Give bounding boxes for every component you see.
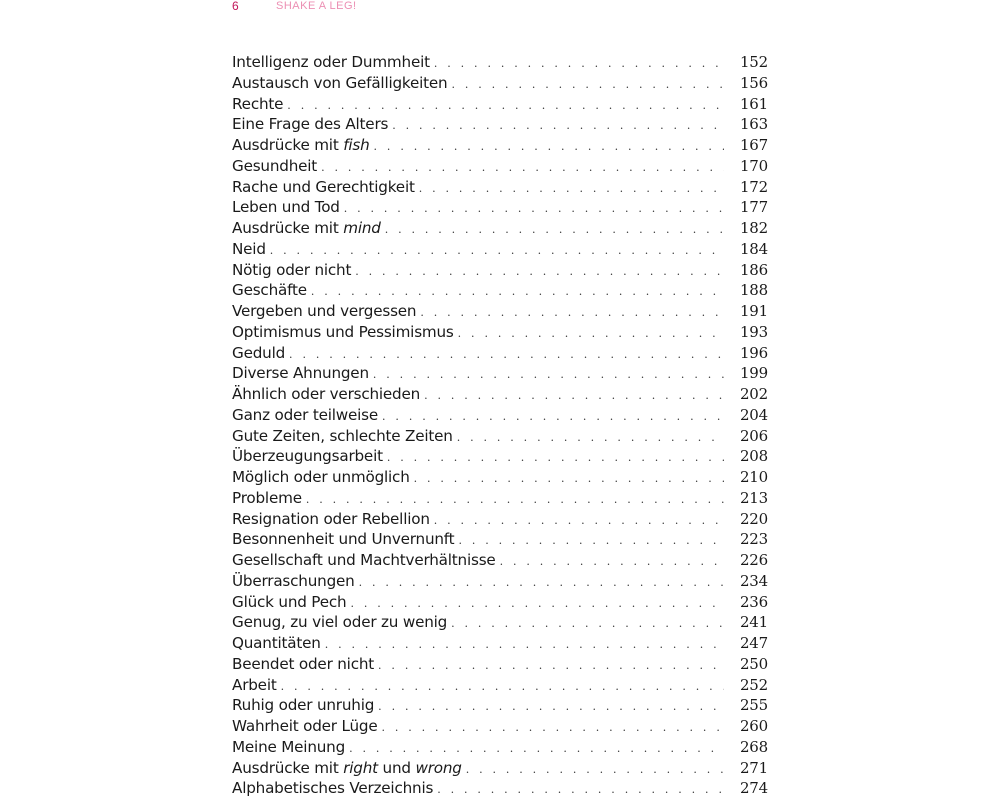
toc-entry[interactable]: [232, 157, 768, 178]
toc-entry-title: [232, 613, 451, 631]
toc-entry-page-number: 186: [739, 260, 768, 279]
toc-entry-title-prefix: Ausdrücke mit: [232, 758, 344, 777]
dot-leader: [458, 328, 724, 339]
toc-entry-title: [232, 427, 457, 445]
toc-entry-page-number: 196: [739, 343, 768, 362]
toc-entry[interactable]: [232, 717, 768, 738]
dot-leader: [289, 349, 724, 360]
dot-leader: [387, 452, 724, 463]
toc-entry[interactable]: [232, 696, 768, 717]
toc-entry-title-text: Wahrheit oder Lüge: [232, 717, 378, 735]
toc-entry-title-text: Gesundheit: [232, 156, 318, 175]
toc-entry-title: [232, 572, 359, 590]
toc-entry-page-number: 199: [739, 364, 768, 383]
toc-entry-title: [232, 219, 385, 237]
toc-entry-page-number: 170: [739, 156, 768, 175]
toc-entry-page-number: 252: [739, 675, 768, 694]
toc-entry-page-number: 193: [739, 322, 768, 341]
toc-entry[interactable]: [232, 447, 768, 468]
dot-leader: [325, 639, 724, 650]
toc-entry[interactable]: [232, 178, 768, 199]
toc-entry-title: [232, 489, 306, 507]
toc-entry-title-text: Vergeben und vergessen: [232, 302, 417, 320]
dot-leader: [451, 79, 724, 90]
toc-entry-page-number: 220: [739, 509, 768, 528]
toc-entry[interactable]: [232, 406, 768, 427]
toc-entry-page-number: 208: [739, 447, 768, 466]
toc-entry-page-number: 274: [739, 779, 768, 798]
toc-entry[interactable]: [232, 779, 768, 800]
toc-entry-title: [232, 779, 437, 797]
toc-entry-title: [232, 323, 458, 341]
toc-entry[interactable]: [232, 302, 768, 323]
toc-entry-title-emphasis: wrong: [415, 758, 462, 777]
toc-entry-page-number: 184: [739, 239, 768, 258]
toc-entry-title: [232, 178, 419, 196]
dot-leader: [420, 307, 724, 318]
toc-entry-title-text: Arbeit: [232, 675, 277, 694]
toc-entry-title: [232, 136, 374, 154]
toc-entry-title-text: Nötig oder nicht: [232, 260, 352, 279]
toc-entry-title-prefix: Ausdrücke mit: [232, 219, 344, 237]
toc-entry-page-number: 188: [739, 281, 768, 300]
toc-entry-title: [232, 344, 289, 362]
toc-entry-title-text: Ruhig oder unruhig: [232, 696, 375, 715]
dot-leader: [451, 618, 724, 629]
toc-entry[interactable]: [232, 759, 768, 780]
toc-entry-page-number: 226: [739, 551, 768, 569]
toc-entry[interactable]: [232, 240, 768, 261]
toc-entry-title-text: Meine Meinung: [232, 737, 346, 756]
dot-leader: [349, 743, 724, 754]
toc-entry[interactable]: [232, 198, 768, 219]
toc-entry-title-text: Diverse Ahnungen: [232, 364, 369, 383]
dot-leader: [385, 224, 724, 235]
toc-entry-title: [232, 281, 311, 299]
toc-entry[interactable]: [232, 323, 768, 344]
dot-leader: [434, 515, 724, 526]
toc-entry-title-text: Gute Zeiten, schlechte Zeiten: [232, 426, 453, 445]
toc-entry-page-number: 172: [739, 177, 768, 196]
toc-entry-title: [232, 302, 420, 320]
toc-entry-title: [232, 655, 378, 673]
dot-leader: [373, 369, 724, 380]
toc-entry-page-number: 191: [739, 302, 768, 320]
toc-entry[interactable]: [232, 74, 768, 95]
dot-leader: [457, 432, 724, 443]
toc-entry-title: [232, 240, 270, 258]
toc-entry-title: [232, 468, 414, 486]
toc-entry[interactable]: [232, 95, 768, 116]
dot-leader: [424, 390, 724, 401]
toc-entry[interactable]: [232, 613, 768, 634]
toc-entry[interactable]: [232, 530, 768, 551]
toc-entry[interactable]: [232, 551, 768, 572]
toc-entry-title-text: Überraschungen: [232, 571, 355, 590]
toc-entry[interactable]: [232, 53, 768, 74]
toc-entry-title-text: Genug, zu viel oder zu wenig: [232, 613, 448, 632]
toc-entry-page-number: 236: [739, 592, 768, 611]
toc-entry[interactable]: [232, 489, 768, 510]
toc-entry-title: [232, 676, 281, 694]
dot-leader: [419, 183, 724, 194]
toc-entry-title-text: Besonnenheit und Unvernunft: [232, 530, 455, 549]
dot-leader: [392, 120, 724, 131]
toc-entry-title: [232, 157, 321, 175]
toc-entry-title-text: Austausch von Gefälligkeiten: [232, 73, 448, 92]
toc-entry[interactable]: [232, 385, 768, 406]
toc-entry-title: [232, 198, 344, 216]
toc-entry-title-text: Gesellschaft und Machtverhältnisse: [232, 551, 496, 569]
toc-entry-title-text: Probleme: [232, 488, 302, 507]
toc-entry[interactable]: [232, 572, 768, 593]
dot-leader: [344, 203, 724, 214]
toc-entry-page-number: 234: [739, 571, 768, 590]
toc-entry-page-number: 152: [739, 53, 768, 71]
toc-entry-page-number: 204: [739, 405, 768, 424]
toc-entry-page-number: 182: [739, 219, 768, 237]
toc-entry-page-number: 250: [739, 654, 768, 673]
toc-entry-title: [232, 385, 424, 403]
toc-entry-title: [232, 406, 382, 424]
toc-entry-page-number: 213: [739, 488, 768, 507]
toc-entry-title: [232, 759, 466, 777]
dot-leader: [378, 701, 724, 712]
dot-leader: [270, 245, 724, 256]
dot-leader: [359, 577, 724, 588]
toc-entry[interactable]: [232, 427, 768, 448]
toc-entry-title: [232, 74, 451, 92]
toc-entry-page-number: 163: [739, 115, 768, 134]
toc-entry-title-text: Quantitäten: [232, 634, 321, 652]
dot-leader: [437, 784, 724, 795]
dot-leader: [434, 58, 724, 69]
toc-entry-title: [232, 738, 349, 756]
toc-entry-title-text: Glück und Pech: [232, 592, 347, 611]
toc-entry-page-number: 202: [739, 385, 768, 403]
toc-entry-title-text: Rechte: [232, 94, 284, 113]
toc-entry-page-number: 167: [739, 136, 768, 154]
toc-entry-page-number: 268: [739, 737, 768, 756]
toc-entry[interactable]: [232, 281, 768, 302]
dot-leader: [466, 764, 724, 775]
dot-leader: [500, 556, 724, 567]
page-number: 6: [232, 0, 240, 13]
toc-entry-page-number: 241: [739, 613, 768, 632]
toc-entry-title: [232, 593, 350, 611]
table-of-contents: [232, 53, 768, 800]
toc-entry[interactable]: [232, 261, 768, 282]
toc-entry-page-number: 156: [739, 73, 768, 92]
toc-entry-page-number: 206: [739, 426, 768, 445]
toc-entry-title: [232, 447, 387, 465]
toc-entry[interactable]: [232, 676, 768, 697]
toc-entry[interactable]: [232, 468, 768, 489]
dot-leader: [306, 494, 724, 505]
toc-entry-title-text: Ganz oder teilweise: [232, 405, 379, 424]
toc-entry-title-text: Rache und Gerechtigkeit: [232, 177, 415, 196]
dot-leader: [458, 535, 724, 546]
toc-entry[interactable]: [232, 364, 768, 385]
dot-leader: [374, 141, 724, 152]
dot-leader: [355, 266, 724, 277]
dot-leader: [281, 681, 724, 692]
toc-entry-title: [232, 364, 373, 382]
toc-entry-title-text: Leben und Tod: [232, 198, 340, 217]
toc-entry-title-text: Beendet oder nicht: [232, 654, 375, 673]
toc-entry-page-number: 210: [739, 468, 768, 486]
toc-entry-title: [232, 696, 378, 714]
toc-entry-page-number: 247: [739, 634, 768, 652]
toc-entry-title: [232, 510, 434, 528]
toc-entry[interactable]: [232, 655, 768, 676]
toc-entry-title-text: Alphabetisches Verzeichnis: [232, 779, 434, 798]
toc-entry-page-number: 255: [739, 696, 768, 715]
toc-entry-page-number: 161: [739, 94, 768, 113]
dot-leader: [382, 411, 724, 422]
dot-leader: [414, 473, 724, 484]
dot-leader: [287, 100, 724, 111]
toc-entry-page-number: 223: [739, 530, 768, 549]
toc-entry-title-text: Überzeugungsarbeit: [232, 447, 383, 466]
toc-entry[interactable]: [232, 136, 768, 157]
dot-leader: [321, 162, 724, 173]
toc-entry[interactable]: [232, 593, 768, 614]
toc-entry-title: [232, 115, 392, 133]
toc-entry-title: [232, 551, 500, 569]
toc-entry-title-emphasis: mind: [343, 219, 381, 237]
toc-entry-page-number: 260: [739, 717, 768, 735]
toc-entry-page-number: 271: [739, 758, 768, 777]
toc-entry[interactable]: [232, 115, 768, 136]
toc-entry[interactable]: [232, 219, 768, 240]
running-head: [232, 0, 357, 14]
toc-entry-title: [232, 53, 434, 71]
book-title: SHAKE A LEG!: [276, 0, 357, 12]
dot-leader: [381, 722, 724, 733]
toc-entry-title: [232, 261, 355, 279]
toc-entry-title: [232, 717, 381, 735]
toc-entry-title-text: Möglich oder unmöglich: [232, 468, 410, 486]
toc-entry[interactable]: [232, 634, 768, 655]
dot-leader: [378, 660, 724, 671]
toc-entry-title: [232, 530, 458, 548]
toc-entry-title-text: Resignation oder Rebellion: [232, 509, 430, 528]
toc-entry-title-emphasis: right: [343, 758, 378, 777]
toc-entry-title: [232, 95, 287, 113]
toc-entry[interactable]: [232, 738, 768, 759]
toc-entry-title-text: Ähnlich oder verschieden: [232, 385, 421, 403]
toc-entry-page-number: 177: [739, 198, 768, 217]
toc-entry-title-text: Geduld: [232, 343, 286, 362]
toc-entry[interactable]: [232, 510, 768, 531]
toc-entry-title-text: Intelligenz oder Dummheit: [232, 53, 430, 71]
toc-entry-title-text: Optimismus und Pessimismus: [232, 322, 454, 341]
toc-entry-title-text: Neid: [232, 239, 266, 258]
toc-entry-title-emphasis: fish: [343, 136, 370, 154]
toc-entry-title: [232, 634, 325, 652]
toc-entry-title-prefix: Ausdrücke mit: [232, 136, 344, 154]
toc-entry-title-middle: und: [377, 758, 416, 777]
dot-leader: [311, 286, 724, 297]
toc-entry[interactable]: [232, 344, 768, 365]
dot-leader: [350, 598, 724, 609]
toc-entry-title-text: Eine Frage des Alters: [232, 115, 389, 134]
toc-entry-title-text: Geschäfte: [232, 281, 307, 300]
